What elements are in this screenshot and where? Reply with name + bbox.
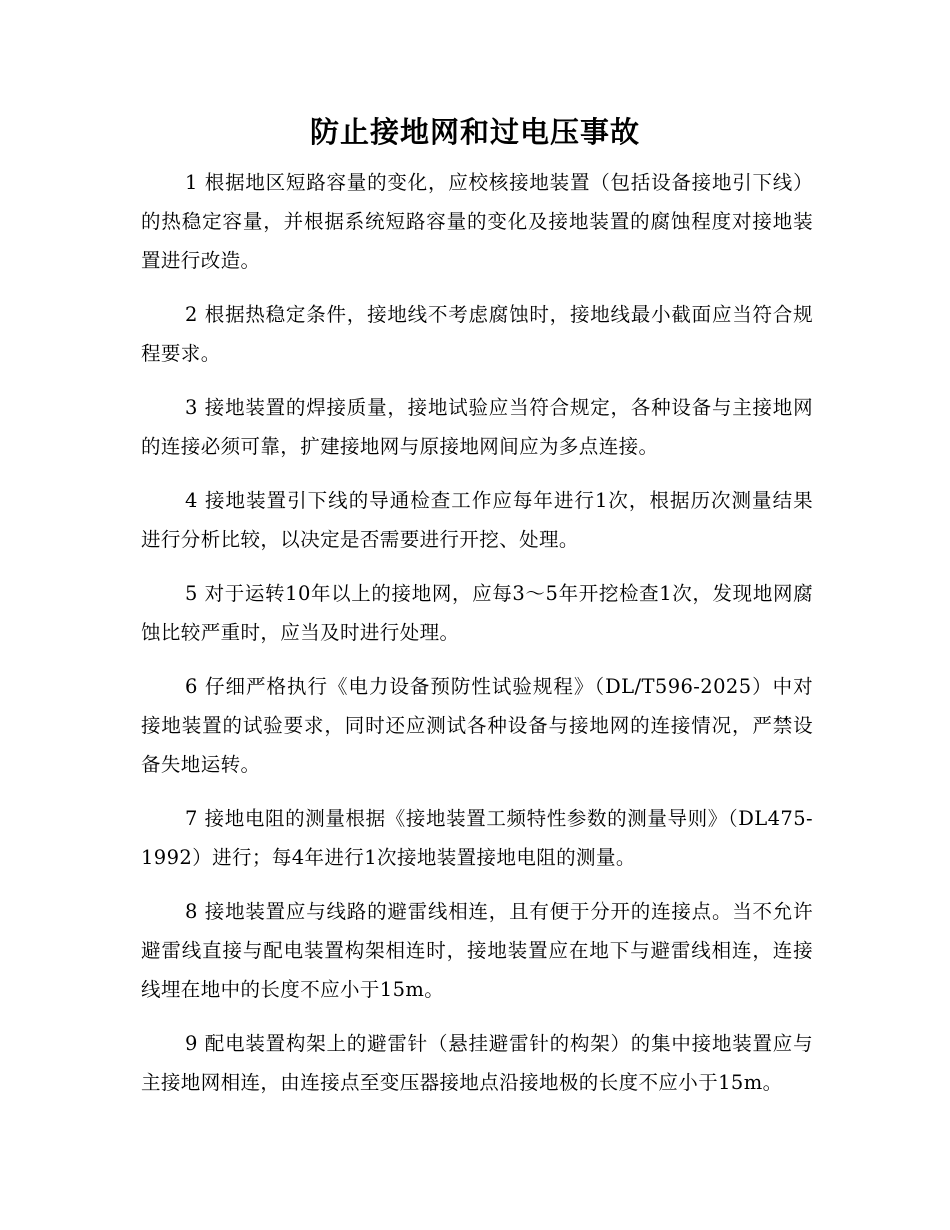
- paragraph-3: 3 接地装置的焊接质量，接地试验应当符合规定，各种设备与主接地网的连接必须可靠，扩建接地网与原接地网间应为多点连接。: [141, 396, 813, 458]
- paragraph-4: 4 接地装置引下线的导通检查工作应每年进行1次，根据历次测量结果进行分析比较，以决定是否需要进行开挖、处理。: [141, 489, 813, 551]
- paragraph-7: 7 接地电阻的测量根据《接地装置工频特性参数的测量导则》（DL475-1992）进行；每4年进行1次接地装置接地电阻的测量。: [141, 807, 813, 869]
- paragraph-1: 1 根据地区短路容量的变化，应校核接地装置（包括设备接地引下线）的热稳定容量，并根据系统短路容量的变化及接地装置的腐蚀程度对接地装置进行改造。: [141, 171, 813, 272]
- paragraph-8: 8 接地装置应与线路的避雷线相连，且有便于分开的连接点。当不允许避雷线直接与配电装置构架相连时，接地装置应在地下与避雷线相连，连接线埋在地中的长度不应小于15m。: [141, 900, 813, 1001]
- document-body: [141, 163, 813, 1117]
- paragraph-6: 6 仔细严格执行《电力设备预防性试验规程》（DL/T596-2025）中对接地装置的试验要求，同时还应测试各种设备与接地网的连接情况，严禁设备失地运转。: [141, 675, 813, 776]
- paragraph-2: 2 根据热稳定条件，接地线不考虑腐蚀时，接地线最小截面应当符合规程要求。: [141, 303, 813, 365]
- paragraph-9: 9 配电装置构架上的避雷针（悬挂避雷针的构架）的集中接地装置应与主接地网相连，由连接点至变压器接地点沿接地极的长度不应小于15m。: [141, 1032, 813, 1094]
- paragraph-5: 5 对于运转10年以上的接地网，应每3～5年开挖检查1次，发现地网腐蚀比较严重时，应当及时进行处理。: [141, 582, 813, 644]
- document-title: 防止接地网和过电压事故: [309, 115, 640, 149]
